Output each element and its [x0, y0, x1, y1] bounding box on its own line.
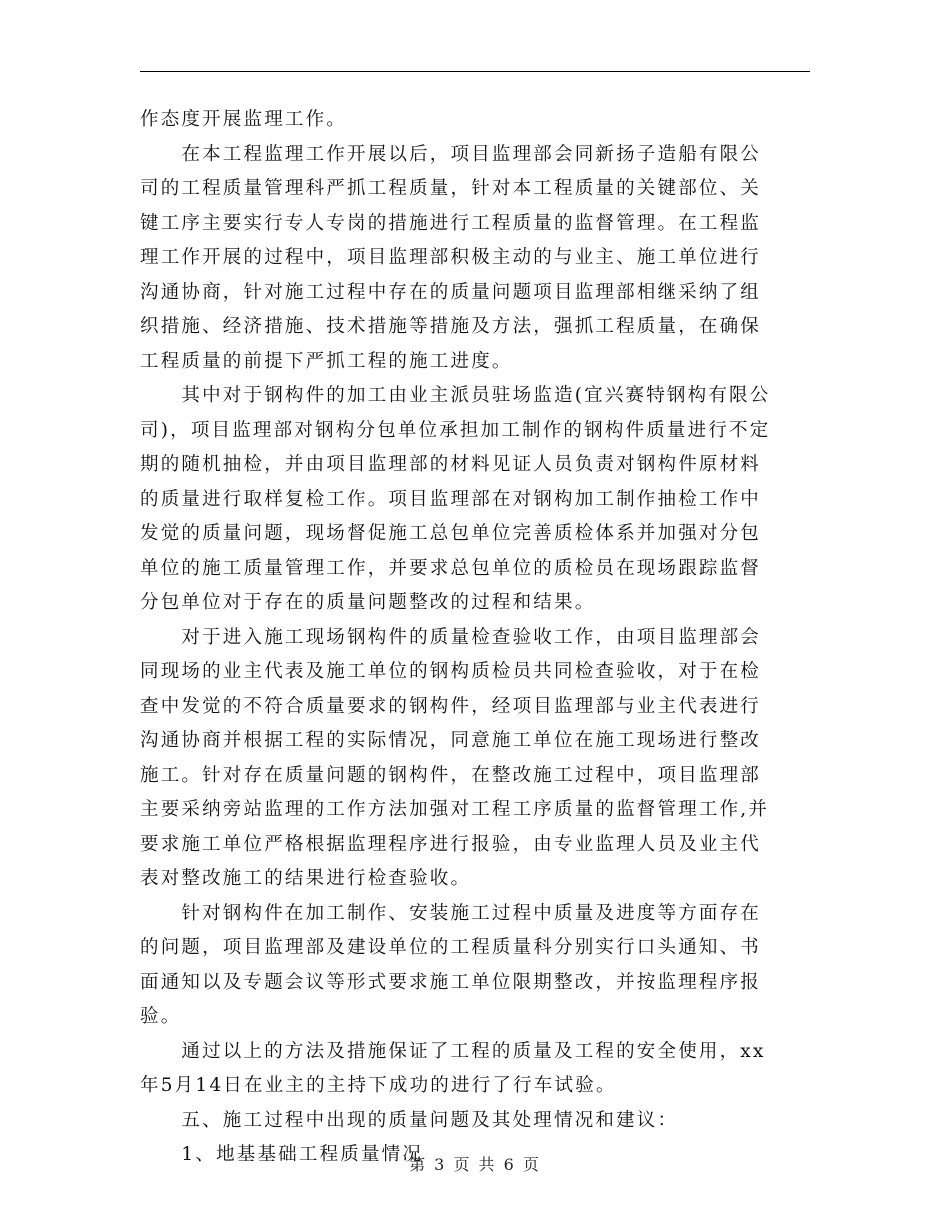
text-line: 键工序主要实行专人专岗的措施进行工程质量的监督管理。在工程监: [140, 212, 762, 234]
text-line: 面通知以及专题会议等形式要求施工单位限期整改，并按监理程序报: [140, 971, 762, 993]
text-line: 年5月14日在业主的主持下成功的进行了行车试验。: [140, 1075, 617, 1096]
text-line: 的问题，项目监理部及建设单位的工程质量科分别实行口头通知、书: [140, 937, 762, 958]
text-line: 查中发觉的不符合质量要求的钢构件，经项目监理部与业主代表进行: [140, 695, 762, 717]
paragraph: [140, 379, 810, 621]
text-line: 在本工程监理工作开展以后，项目监理部会同新扬子造船有限公: [140, 143, 762, 165]
header-rule: [140, 71, 810, 72]
text-line: 其中对于钢构件的加工由业主派员驻场监造(宜兴赛特钢构有限公: [140, 385, 771, 406]
text-line: 要求施工单位严格根据监理程序进行报验，由专业监理人员及业主代: [140, 833, 762, 855]
text-line: 表对整改施工的结果进行检查验收。: [140, 868, 472, 889]
text-line: 施工。针对存在质量问题的钢构件，在整改施工过程中，项目监理部: [140, 764, 762, 786]
text-line: 工程质量的前提下严抓工程的施工进度。: [140, 350, 513, 372]
text-line: 沟通协商并根据工程的实际情况，同意施工单位在施工现场进行整改: [140, 730, 762, 751]
text-line: 分包单位对于存在的质量问题整改的过程和结果。: [140, 592, 596, 613]
text-line: 对于进入施工现场钢构件的质量检查验收工作，由项目监理部会: [140, 626, 762, 648]
text-line: 司的工程质量管理科严抓工程质量，针对本工程质量的关键部位、关: [140, 178, 762, 199]
text-line: 针对钢构件在加工制作、安装施工过程中质量及进度等方面存在: [140, 902, 762, 924]
section-heading: [140, 1104, 810, 1139]
paragraph: [140, 897, 810, 1035]
paragraph: [140, 1035, 810, 1104]
text-line: 单位的施工质量管理工作，并要求总包单位的质检员在现场跟踪监督: [140, 557, 762, 579]
text-line: 五、施工过程中出现的质量问题及其处理情况和建议：: [140, 1109, 679, 1131]
text-line: 沟通协商，针对施工过程中存在的质量问题项目监理部相继采纳了组: [140, 281, 762, 303]
paragraph: [140, 103, 810, 138]
paragraph: [140, 621, 810, 897]
text-line: 同现场的业主代表及施工单位的钢构质检员共同检查验收，对于在检: [140, 661, 762, 682]
text-line: 通过以上的方法及措施保证了工程的质量及工程的安全使用，xx: [140, 1040, 766, 1062]
text-line: 的质量进行取样复检工作。项目监理部在对钢构加工制作抽检工作中: [140, 488, 762, 510]
text-line: 主要采纳旁站监理的工作方法加强对工程工序质量的监督管理工作,并: [140, 799, 770, 820]
text-line: 织措施、经济措施、技术措施等措施及方法，强抓工程质量，在确保: [140, 316, 762, 337]
page-number-footer: 第 3 页 共 6 页: [409, 1155, 541, 1174]
text-line: 理工作开展的过程中，项目监理部积极主动的与业主、施工单位进行: [140, 247, 762, 268]
paragraph: [140, 138, 810, 380]
text-line: 验。: [140, 1006, 182, 1027]
text-line: 司)，项目监理部对钢构分包单位承担加工制作的钢构件质量进行不定: [140, 419, 771, 441]
text-line: 1、地基基础工程质量情况: [140, 1144, 424, 1165]
text-line: 作态度开展监理工作。: [140, 109, 348, 130]
document-body: [140, 103, 810, 1173]
text-line: 发觉的质量问题，现场督促施工总包单位完善质检体系并加强对分包: [140, 523, 762, 544]
text-line: 期的随机抽检，并由项目监理部的材料见证人员负责对钢构件原材料: [140, 454, 762, 475]
